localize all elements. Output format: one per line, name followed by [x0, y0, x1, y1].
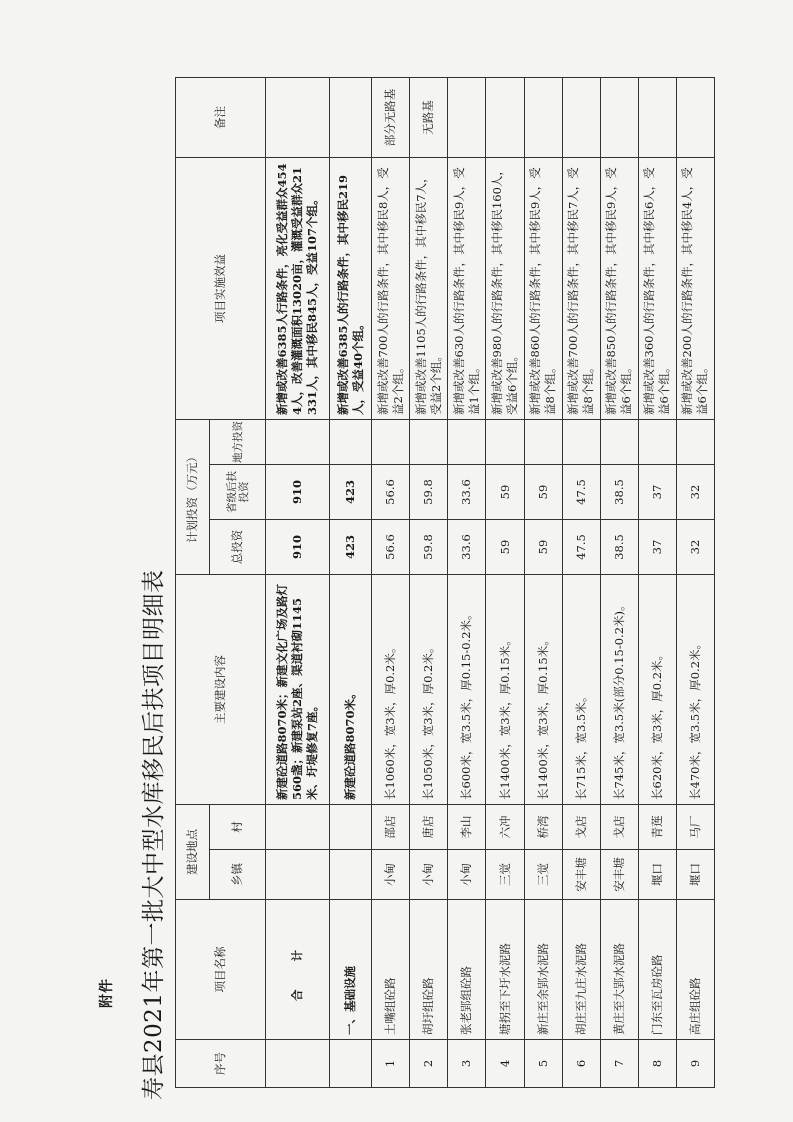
row-village: 青莲 [638, 805, 676, 850]
cell [266, 77, 330, 157]
row-benefit: 新增或改善700人的行路条件，其中移民8人，受益2个组。 [372, 157, 410, 419]
table-row [600, 77, 638, 1087]
row-local-investment [600, 419, 638, 464]
row-remark [600, 77, 638, 157]
row-remark [524, 77, 562, 157]
row-benefit: 新增或改善630人的行路条件，其中移民9人，受益1个组。 [448, 157, 486, 419]
row-local-investment [410, 419, 448, 464]
project-table-container [175, 78, 715, 1088]
header-content: 主要建设内容 [176, 575, 266, 805]
row-local-investment [562, 419, 600, 464]
row-town: 安丰塘 [562, 850, 600, 900]
row-content: 长470米，宽3.5米，厚0.2米。 [676, 575, 714, 805]
cell [330, 1040, 372, 1088]
table-row [638, 77, 676, 1087]
header-location: 建设地点 [176, 805, 210, 900]
row-benefit: 新增或改善700人的行路条件，其中移民7人，受益8个组。 [562, 157, 600, 419]
row-total-investment: 38.5 [600, 520, 638, 575]
row-town: 堰口 [638, 850, 676, 900]
row-remark [486, 77, 524, 157]
cell [330, 850, 372, 900]
row-content: 长1050米，宽3米，厚0.2米。 [410, 575, 448, 805]
row-seq: 9 [676, 1040, 714, 1088]
row-benefit: 新增或改善860人的行路条件，其中移民9人，受益8个组。 [524, 157, 562, 419]
row-total-investment: 37 [638, 520, 676, 575]
row-total-investment: 32 [676, 520, 714, 575]
header-benefit: 项目实施效益 [176, 157, 266, 419]
category-provincial: 423 [330, 465, 372, 520]
cell [266, 419, 330, 464]
row-benefit: 新增或改善1105人的行路条件，其中移民7人，受益2个组。 [410, 157, 448, 419]
row-village: 李山 [448, 805, 486, 850]
table-row [372, 77, 410, 1087]
cell [330, 77, 372, 157]
row-village: 桥湾 [524, 805, 562, 850]
row-seq: 3 [448, 1040, 486, 1088]
row-project-name: 塘拐至下圩水泥路 [486, 900, 524, 1040]
row-content: 长1060米，宽3米，厚0.2米。 [372, 575, 410, 805]
project-table [175, 77, 715, 1088]
category-content: 新建砼道路8070米。 [330, 575, 372, 805]
header-village: 村 [210, 805, 266, 850]
total-provincial: 910 [266, 465, 330, 520]
row-project-name: 胡庄至九庄水泥路 [562, 900, 600, 1040]
row-seq: 1 [372, 1040, 410, 1088]
attachment-label: 附件 [99, 978, 115, 1008]
row-benefit: 新增或改善360人的行路条件，其中移民6人，受益6个组。 [638, 157, 676, 419]
category-row [330, 77, 372, 1087]
row-village: 马厂 [676, 805, 714, 850]
row-remark [638, 77, 676, 157]
row-total-investment: 59 [524, 520, 562, 575]
row-local-investment [372, 419, 410, 464]
row-remark [676, 77, 714, 157]
category-investment: 423 [330, 520, 372, 575]
row-content: 长745米，宽3.5米(部分0.15-0.2米)。 [600, 575, 638, 805]
row-town: 堰口 [676, 850, 714, 900]
header-remark: 备注 [176, 77, 266, 157]
row-village: 戈店 [600, 805, 638, 850]
row-provincial-investment: 56.6 [372, 465, 410, 520]
header-local-investment: 地方投资 [210, 419, 266, 464]
row-village: 邵店 [372, 805, 410, 850]
row-provincial-investment: 37 [638, 465, 676, 520]
row-remark: 无路基 [410, 77, 448, 157]
row-town: 三觉 [524, 850, 562, 900]
row-town: 三觉 [486, 850, 524, 900]
total-label: 合 计 [266, 900, 330, 1040]
row-total-investment: 59.8 [410, 520, 448, 575]
row-total-investment: 33.6 [448, 520, 486, 575]
header-provincial-investment: 省级后扶投资 [210, 465, 266, 520]
row-remark: 部分无路基 [372, 77, 410, 157]
header-project: 项目名称 [176, 900, 266, 1040]
row-project-name: 新庄至余郢水泥路 [524, 900, 562, 1040]
row-project-name: 土嘴组砼路 [372, 900, 410, 1040]
row-seq: 2 [410, 1040, 448, 1088]
table-row [524, 77, 562, 1087]
header-seq: 序号 [176, 1040, 266, 1088]
row-benefit: 新增或改善200人的行路条件，其中移民4人，受益6个组。 [676, 157, 714, 419]
row-local-investment [524, 419, 562, 464]
row-provincial-investment: 38.5 [600, 465, 638, 520]
row-project-name: 张老郢组砼路 [448, 900, 486, 1040]
total-content: 新建砼道路8070米；新建文化广场及路灯560盏；新建泵站2座、渠道衬砌1145米、圩堤修复7座。 [266, 575, 330, 805]
row-provincial-investment: 59 [524, 465, 562, 520]
row-local-investment [486, 419, 524, 464]
row-remark [448, 77, 486, 157]
row-content: 长600米，宽3.5米，厚0.15-0.2米。 [448, 575, 486, 805]
table-row [562, 77, 600, 1087]
row-content: 长715米，宽3.5米。 [562, 575, 600, 805]
row-content: 长620米，宽3米，厚0.2米。 [638, 575, 676, 805]
row-provincial-investment: 32 [676, 465, 714, 520]
total-benefit: 新增或改善6385人行路条件，亮化受益群众4544人，改善灌溉面积13020亩，灌溉受益群众21331人，其中移民845人，受益107个组。 [266, 157, 330, 419]
table-row [676, 77, 714, 1087]
row-project-name: 门东至瓦房砼路 [638, 900, 676, 1040]
row-local-investment [448, 419, 486, 464]
row-project-name: 黄庄至大郢水泥路 [600, 900, 638, 1040]
row-town: 小甸 [410, 850, 448, 900]
row-seq: 5 [524, 1040, 562, 1088]
page-title: 寿县2021年第一批大中型水库移民后扶项目明细表 [141, 569, 167, 1100]
cell [330, 805, 372, 850]
cell [330, 419, 372, 464]
category-label: 一、基础设施 [330, 900, 372, 1040]
row-seq: 7 [600, 1040, 638, 1088]
row-seq: 4 [486, 1040, 524, 1088]
row-seq: 6 [562, 1040, 600, 1088]
row-town: 安丰塘 [600, 850, 638, 900]
row-town: 小甸 [372, 850, 410, 900]
row-benefit: 新增或改善980人的行路条件，其中移民160人，受益6个组。 [486, 157, 524, 419]
header-total-investment: 总投资 [210, 520, 266, 575]
row-content: 长1400米，宽3米，厚0.15米。 [524, 575, 562, 805]
row-total-investment: 56.6 [372, 520, 410, 575]
row-local-investment [676, 419, 714, 464]
row-village: 唐店 [410, 805, 448, 850]
cell [266, 1040, 330, 1088]
row-remark [562, 77, 600, 157]
category-benefit: 新增或改善6385人的行路条件，其中移民219人，受益40个组。 [330, 157, 372, 419]
total-row [266, 77, 330, 1087]
table-row [448, 77, 486, 1087]
total-investment: 910 [266, 520, 330, 575]
row-benefit: 新增或改善850人的行路条件，其中移民9人，受益6个组。 [600, 157, 638, 419]
row-project-name: 高庄组砼路 [676, 900, 714, 1040]
row-total-investment: 59 [486, 520, 524, 575]
row-village: 六冲 [486, 805, 524, 850]
row-local-investment [638, 419, 676, 464]
row-provincial-investment: 33.6 [448, 465, 486, 520]
row-village: 戈店 [562, 805, 600, 850]
table-row [410, 77, 448, 1087]
header-town: 乡镇 [210, 850, 266, 900]
row-total-investment: 47.5 [562, 520, 600, 575]
cell [266, 805, 330, 850]
row-provincial-investment: 47.5 [562, 465, 600, 520]
row-provincial-investment: 59.8 [410, 465, 448, 520]
row-provincial-investment: 59 [486, 465, 524, 520]
row-town: 小甸 [448, 850, 486, 900]
row-content: 长1400米，宽3米，厚0.15米。 [486, 575, 524, 805]
row-project-name: 胡圩组砼路 [410, 900, 448, 1040]
cell [266, 850, 330, 900]
header-plan: 计划投资（万元） [176, 419, 210, 574]
table-row [486, 77, 524, 1087]
row-seq: 8 [638, 1040, 676, 1088]
